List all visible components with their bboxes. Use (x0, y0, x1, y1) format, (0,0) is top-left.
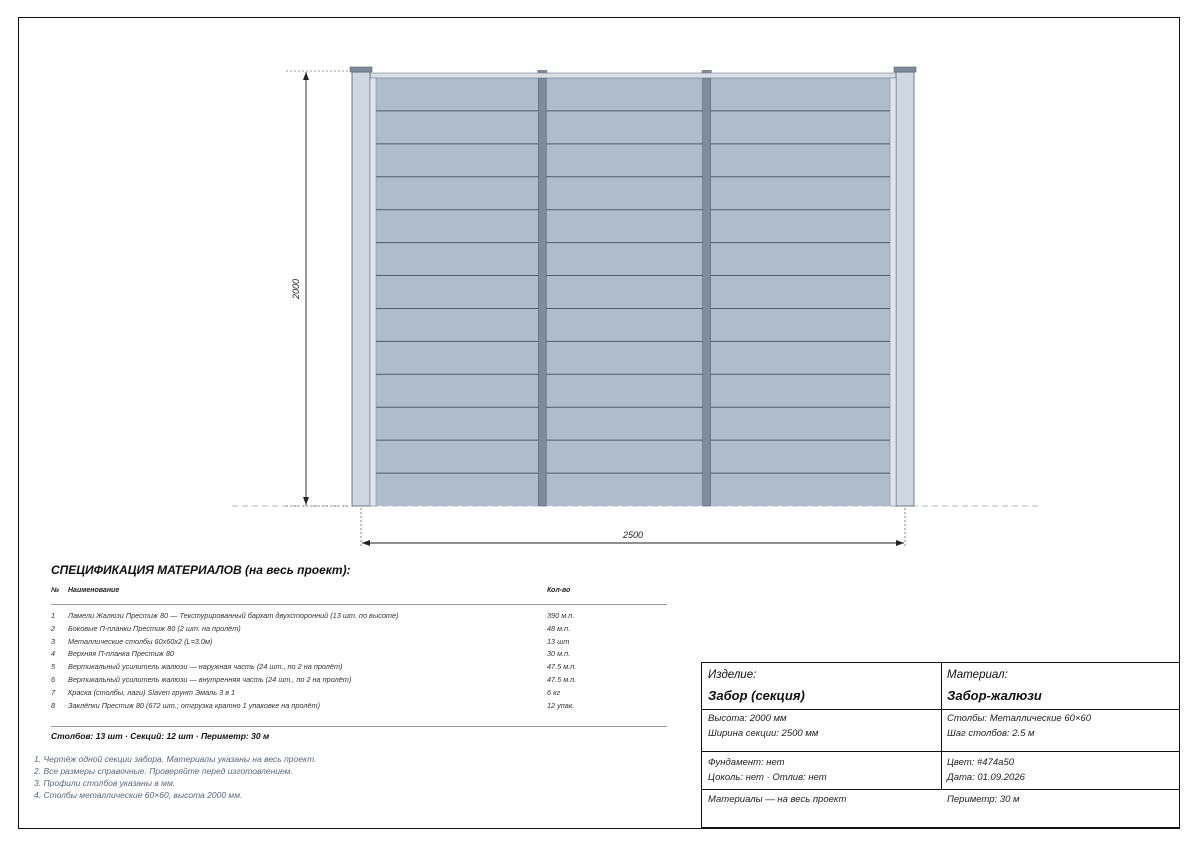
spec-row-number: 2 (51, 623, 56, 633)
spec-row (51, 662, 667, 675)
height-dim-label: 2000 (291, 278, 301, 300)
spec-header-rule (51, 604, 667, 605)
height-dim-arrow-top (303, 72, 309, 80)
lamella (376, 473, 890, 506)
lamella (376, 111, 890, 144)
material-value: Забор-жалюзи (947, 688, 1042, 703)
width-dim-arrow-left (362, 540, 370, 546)
spec-row-name: Заклёпки Престиж 80 (672 шт.; отгрузка кратно 1 упаковке на пролёт) (68, 700, 321, 710)
title-block-rule-1 (702, 709, 1179, 710)
spec-row (51, 688, 667, 701)
vertical-stiffener (538, 78, 546, 506)
spec-row-name: Боковые П-планки Престиж 80 (2 шт. на пролёт) (68, 623, 241, 633)
spec-row-name: Металлические столбы 60x60x2 (L=3.0м) (68, 636, 213, 646)
lamella (376, 308, 890, 341)
note-1: 1. Чертёж одной секции забора. Материалы указаны на весь проект. (34, 754, 317, 764)
spec-row-qty: 48 м.п. (547, 623, 571, 633)
perimeter-value: Периметр: 30 м (947, 794, 1020, 805)
spec-row-qty: 47.5 м.п. (547, 662, 577, 672)
spec-row-number: 3 (51, 636, 56, 646)
spec-row-name: Вертикальный усилитель жалюзи — внутренняя часть (24 шт., по 2 на пролёт) (68, 675, 352, 684)
spec-col-name: Наименование (68, 587, 120, 594)
spec-row-name: Вертикальный усилитель жалюзи — наружная часть (24 шт., по 2 на пролёт) (68, 662, 343, 672)
spec-row-number: 4 (51, 649, 56, 659)
left-post-side-plank (370, 78, 376, 506)
spec-row-number: 7 (51, 687, 56, 697)
product-label: Изделие: (708, 669, 757, 681)
height-dim-arrow-bottom (303, 497, 309, 505)
note-3: 3. Профили столбов указаны в мм. (34, 778, 176, 788)
right-post-side-plank (890, 78, 896, 506)
lamella (376, 407, 890, 440)
title-block-divider (941, 663, 942, 790)
spec-row-number: 6 (51, 675, 56, 684)
spec-row-number: 1 (51, 611, 56, 620)
plinth-value: Цоколь: нет · Отлив: нет (708, 772, 827, 783)
spec-col-qty: Кол-во (547, 587, 571, 594)
lamella (376, 144, 890, 177)
spec-row-name: Ламели Жалюзи Престиж 80 — Текстурированный бархат двухсторонний (13 шт. по высоте) (68, 611, 399, 620)
color-value: Цвет: #474a50 (947, 757, 1015, 768)
top-p-plank (370, 73, 897, 78)
date-value: Дата: 01.09.2026 (947, 772, 1025, 783)
spec-row (51, 675, 667, 688)
spec-title: СПЕЦИФИКАЦИЯ МАТЕРИАЛОВ (на весь проект): (51, 563, 351, 577)
spec-row (51, 637, 667, 650)
material-label: Материал: (947, 669, 1008, 681)
width-dim-label: 2500 (622, 530, 644, 540)
vertical-stiffener (703, 78, 711, 506)
spec-row-qty: 6 кг (547, 687, 561, 697)
left-post-cap (350, 67, 372, 72)
spec-footer-rule (51, 726, 667, 727)
foundation-value: Фундамент: нет (708, 757, 785, 768)
spec-row (51, 624, 667, 637)
width-dim-arrow-right (896, 540, 904, 546)
spec-row-qty: 13 шт (547, 636, 570, 646)
lamella (376, 210, 890, 243)
width-value: Ширина секции: 2500 мм (708, 728, 819, 739)
lamella (376, 78, 890, 111)
lamella (376, 177, 890, 210)
spec-row-qty: 47.5 м.п. (547, 675, 577, 684)
right-post-cap (894, 67, 916, 72)
lamella (376, 276, 890, 309)
post-step-value: Шаг столбов: 2.5 м (947, 728, 1035, 739)
lamella (376, 243, 890, 276)
spec-row-name: Верхняя П-планка Престиж 80 (68, 649, 174, 659)
spec-row (51, 649, 667, 662)
lamellas-group (376, 78, 890, 506)
left-post (352, 72, 370, 506)
spec-row (51, 611, 667, 624)
posts-value: Столбы: Металлические 60×60 (947, 713, 1092, 724)
title-block (701, 662, 1180, 828)
height-value: Высота: 2000 мм (708, 713, 787, 724)
product-value: Забор (секция) (708, 688, 805, 703)
materials-note: Материалы — на весь проект (708, 794, 847, 805)
lamella (376, 341, 890, 374)
note-4: 4. Столбы металлические 60×60, высота 2000 мм. (34, 790, 243, 800)
spec-row-qty: 30 м.п. (547, 649, 571, 659)
title-block-rule-3 (702, 789, 1179, 790)
spec-row-name: Краска (столбы, лаги) Slaven грунт Эмаль 3 в 1 (68, 687, 236, 697)
spec-row-qty: 12 упак. (547, 700, 575, 710)
spec-col-no: № (51, 587, 60, 594)
lamella (376, 440, 890, 473)
right-post (896, 72, 914, 506)
title-block-rule-2 (702, 751, 1179, 752)
spec-row (51, 701, 667, 714)
lamella (376, 374, 890, 407)
spec-row-number: 8 (51, 700, 56, 710)
spec-summary: Столбов: 13 шт · Секций: 12 шт · Периметр: 30 м (51, 731, 270, 741)
spec-row-qty: 390 м.п. (547, 611, 575, 620)
note-2: 2. Все размеры справочные. Проверяйте перед изготовлением. (34, 766, 293, 776)
spec-row-number: 5 (51, 662, 56, 672)
